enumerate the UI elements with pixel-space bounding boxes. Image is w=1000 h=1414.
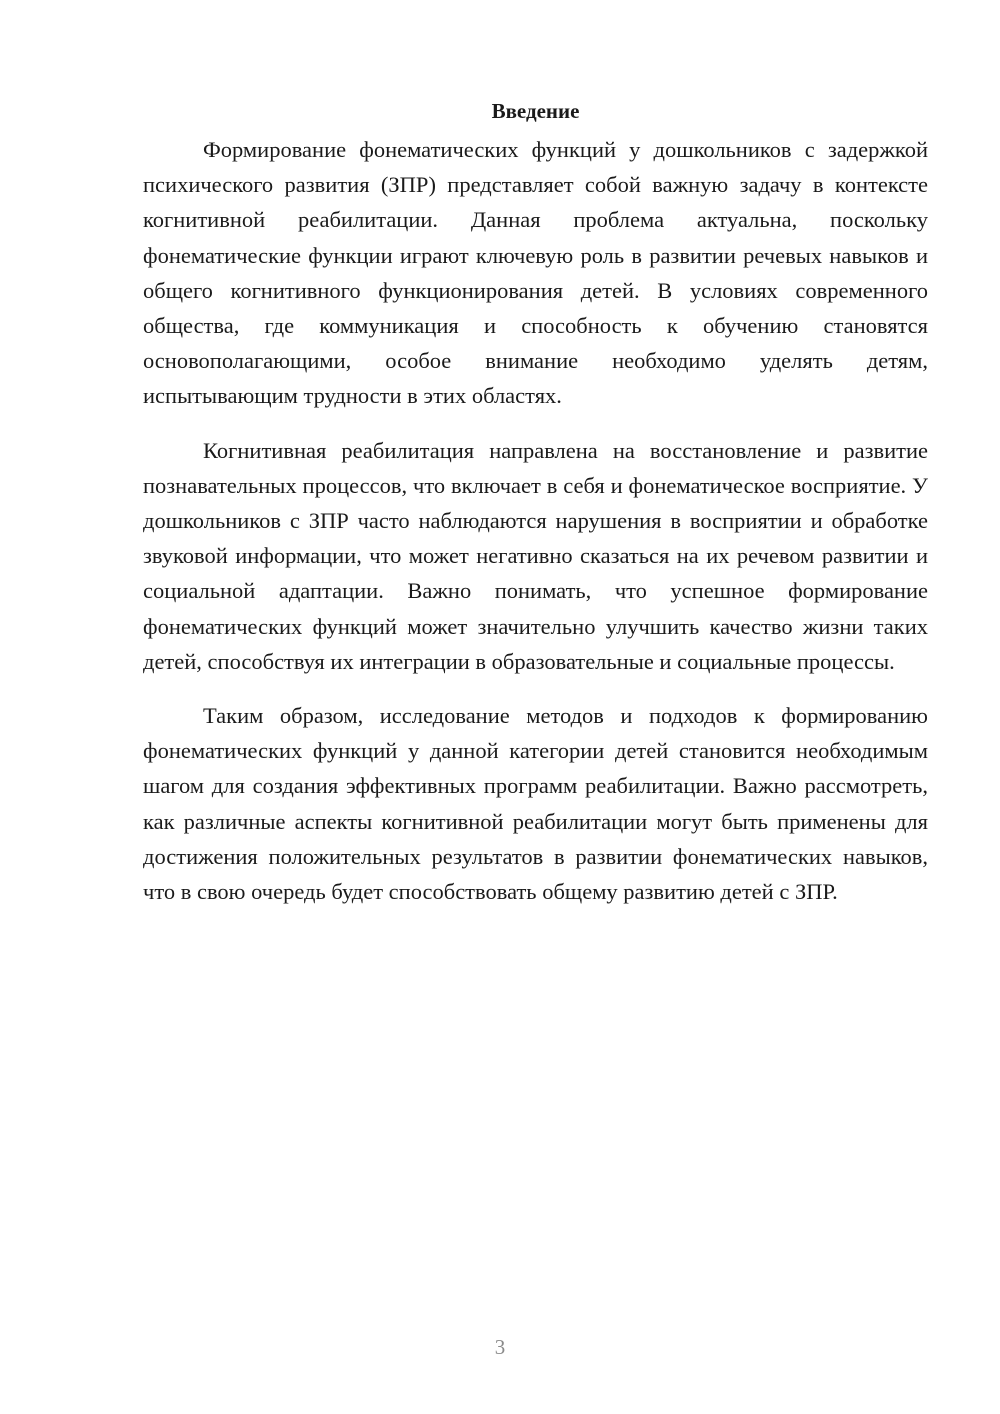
- page-number: 3: [494, 1335, 506, 1359]
- paragraph-3: Таким образом, исследование методов и подходов к формированию фонематических функций у данной категории детей становится необходимым шагом для создания эффективных программ реабилитации. Важно рассмотреть, как различные аспекты когнитивной реабилитации могут быть применены для достижения положительных результатов в развитии фонематических навыков, что в свою очередь будет способствовать общему развитию детей с ЗПР.: [143, 703, 928, 905]
- section-title: Введение: [491, 99, 580, 123]
- paragraph-1: Формирование фонематических функций у дошкольников с задержкой психического развития (ЗПР) представляет собой важную задачу в контексте когнитивной реабилитации. Данная проблема актуальна, поскольку фонематические функции играют ключевую роль в развитии речевых навыков и общего когнитивного функционирования детей. В условиях современного общества, где коммуникация и способность к обучению становятся основополагающими, особое внимание необходимо уделять детям, испытывающим трудности в этих областях.: [143, 137, 928, 409]
- page-content: [143, 96, 928, 928]
- paragraph-2: Когнитивная реабилитация направлена на восстановление и развитие познавательных процессов, что включает в себя и фонематическое восприятие. У дошкольников с ЗПР часто наблюдаются нарушения в восприятии и обработке звуковой информации, что может негативно сказаться на их речевом развитии и социальной адаптации. Важно понимать, что успешное формирование фонематических функций может значительно улучшить качество жизни таких детей, способствуя их интеграции в образовательные и социальные процессы.: [143, 437, 928, 674]
